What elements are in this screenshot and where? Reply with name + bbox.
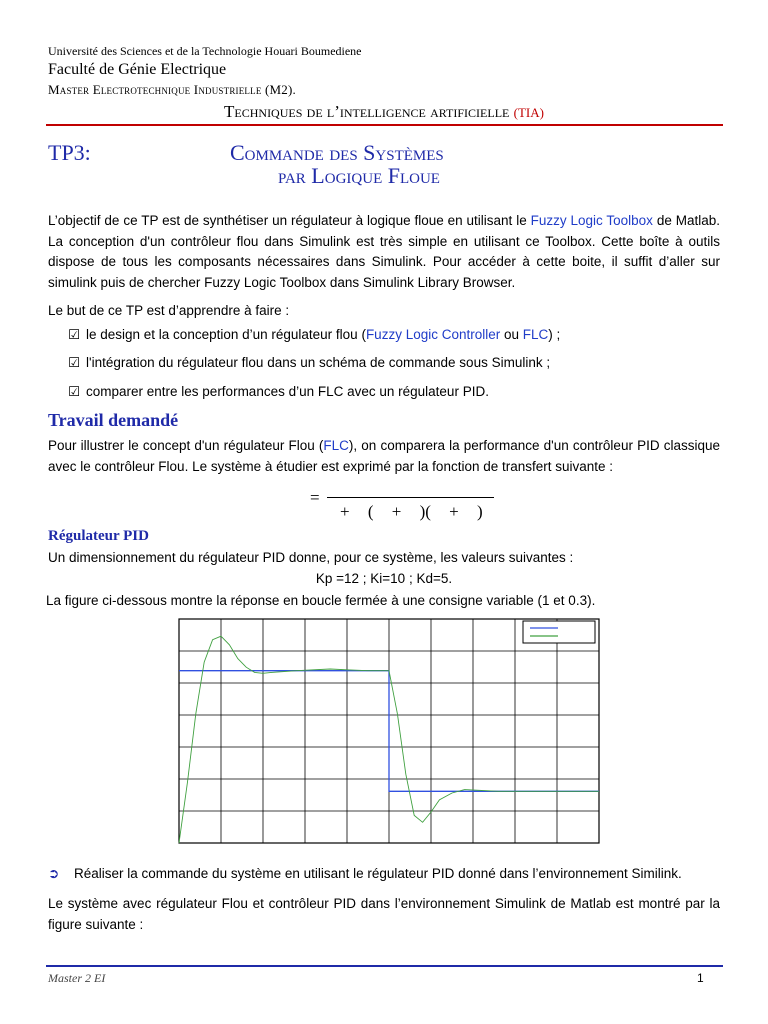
- section-heading-pid: Régulateur PID: [48, 528, 149, 544]
- master-program: Master Electrotechnique Industrielle (M2).: [48, 82, 296, 97]
- travail-text-1: Pour illustrer le concept d'un régulateur Flou (: [48, 438, 324, 453]
- closing-paragraph: Le système avec régulateur Flou et contrôleur PID dans l’environnement Simulink de Matlab est montré par la figure suivante :: [48, 896, 720, 932]
- footer-label: Master 2 EI: [48, 971, 106, 985]
- university-name: Université des Sciences et de la Technologie Houari Boumediene: [48, 44, 362, 58]
- section-heading-travail: Travail demandé: [48, 410, 179, 430]
- header-rule: [46, 124, 723, 126]
- travail-text-2: ), on comparera la performance d'un contrôleur PID classique avec le contrôleur Flou. Le système à étudier est exprimé par la fonction de transfert suivante :: [48, 438, 720, 474]
- flc-full-link[interactable]: Fuzzy Logic Controller: [365, 327, 501, 342]
- faculty-name: Faculté de Génie Electrique: [48, 61, 227, 78]
- course-name: Techniques de l’intelligence artificielle: [224, 102, 510, 121]
- travail-paragraph: [48, 436, 720, 477]
- fuzzy-toolbox-link[interactable]: Fuzzy Logic Toolbox: [530, 213, 653, 228]
- equation-equals: =: [310, 488, 320, 507]
- checkbox-icon: ☑: [68, 384, 81, 399]
- page-number: 1: [697, 971, 704, 985]
- arrow-icon: ➲: [48, 866, 60, 881]
- intro-paragraph: [48, 211, 720, 293]
- fraction-bar: [327, 497, 494, 498]
- pid-paragraph: Un dimensionnement du régulateur PID donne, pour ce système, les valeurs suivantes :: [48, 550, 574, 565]
- checkbox-icon: ☑: [68, 355, 81, 370]
- course-abbr: (TIA): [513, 105, 544, 120]
- tp-title-line1: Commande des Systèmes: [230, 140, 444, 165]
- tp-number: TP3:: [48, 140, 91, 165]
- bullet-compare: [68, 384, 489, 400]
- course-title: [0, 102, 768, 122]
- bullet-text: ) ;: [548, 327, 561, 342]
- bullet-text: le design et la conception d’un régulateur flou (: [86, 327, 366, 342]
- checkbox-icon: ☑: [68, 327, 81, 342]
- legend: [523, 621, 595, 643]
- pid-gains: Kp =12 ; Ki=10 ; Kd=5.: [315, 571, 453, 586]
- bullet-design: [68, 327, 560, 343]
- flc-link-2[interactable]: FLC: [323, 438, 349, 453]
- flc-link[interactable]: FLC: [522, 327, 549, 342]
- tp-title-line2: par Logique Floue: [278, 163, 440, 188]
- bullet-text: ou: [500, 327, 523, 342]
- action-text: Réaliser la commande du système en utilisant le régulateur PID donné dans l’environnement Similink.: [74, 866, 682, 881]
- equation-denominator: + ( + )( + ): [340, 502, 483, 521]
- action-item: [48, 866, 682, 882]
- bullet-text: comparer entre les performances d’un FLC avec un régulateur PID.: [86, 384, 489, 399]
- goal-intro: Le but de ce TP est d’apprendre à faire :: [48, 303, 290, 318]
- step-response-chart: [178, 618, 600, 844]
- bullet-integration: [68, 355, 550, 371]
- footer-rule: [46, 965, 723, 967]
- bullet-text: l'intégration du régulateur flou dans un schéma de commande sous Simulink ;: [86, 355, 551, 370]
- intro-text-2: de Matlab. La conception d'un contrôleur flou dans Simulink est très simple en utilisant ce Toolbox. Cette boîte à outils dispose de tous les composants nécessaires dans Simulink. Pour accéder à cette boite, il suffit d’aller sur simulink puis de chercher Fuzzy Logic Toolbox dans Simulink Library Browser.: [48, 213, 720, 290]
- figure-caption-text: La figure ci-dessous montre la réponse en boucle fermée à une consigne variable (1 et 0.3).: [46, 593, 596, 608]
- intro-text-1: L’objectif de ce TP est de synthétiser un régulateur à logique floue en utilisant le: [48, 213, 531, 228]
